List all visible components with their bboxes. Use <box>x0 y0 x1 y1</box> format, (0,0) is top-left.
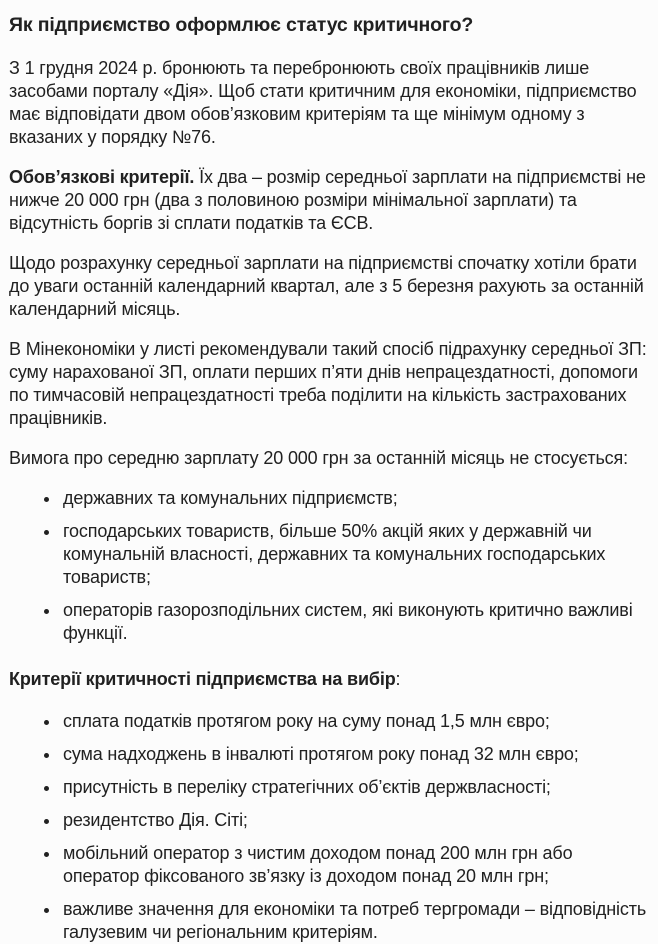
optional-criteria-heading <box>9 668 648 691</box>
paragraph-intro: З 1 грудня 2024 р. бронюють та перебронюють своїх працівників лише засобами порталу «Дія». Щоб стати критичним для економіки, підприємство має відповідати двом обов’язковим критеріям та ще мінімум одному з вказаних у порядку №76. <box>9 58 637 147</box>
optional-criteria-heading-lead: Критерії критичності підприємства на вибір <box>9 669 396 689</box>
mandatory-criteria-text: Їх два – розмір середньої зарплати на підприємстві не нижче 20 000 грн (два з половиною розміри мінімальної зарплати) та відсутність боргів зі сплати податків та ЄСВ. <box>9 167 646 233</box>
list-item: • державних та комунальних підприємств; <box>61 487 648 510</box>
optional-criteria-heading-colon: : <box>395 669 401 689</box>
list-item: • сума надходжень в інвалюті протягом року понад 32 млн євро; <box>61 743 648 766</box>
list-item: • резидентство Дія. Сіті; <box>61 809 648 832</box>
exemptions-list <box>9 487 648 645</box>
paragraph-exemption-intro: Вимога про середню зарплату 20 000 грн за останній місяць не стосується: <box>9 448 628 468</box>
paragraph-calculation-method: В Мінекономіки у листі рекомендували такий спосіб підрахунку середньої ЗП: суму нарахованої ЗП, оплати перших п’яти днів непрацездатності, допомоги по тимчасовій непрацездатності треба поділити на кількість застрахованих працівників. <box>9 339 647 428</box>
paragraph-calculation-period: Щодо розрахунку середньої зарплати на підприємстві спочатку хотіли брати до уваги останній календарний квартал, але з 5 березня рахують за останній календарний місяць. <box>9 253 644 319</box>
article-title: Як підприємство оформлює статус критичного? <box>9 14 474 36</box>
optional-criteria-list <box>9 710 648 944</box>
list-item: • господарських товариств, більше 50% акцій яких у державній чи комунальній власності, державних та комунальних господарських товариств; <box>61 520 648 589</box>
list-item: • присутність в переліку стратегічних об’єктів держвласності; <box>61 776 648 799</box>
list-item: • операторів газорозподільних систем, які виконують критично важливі функції. <box>61 599 648 645</box>
list-item: • важливе значення для економіки та потреб тергромади – відповідність галузевим чи регіональним критеріям. <box>61 898 648 944</box>
mandatory-criteria-lead: Обов’язкові критерії. <box>9 167 195 187</box>
list-item: • мобільний оператор з чистим доходом понад 200 млн грн або оператор фіксованого зв’язку із доходом понад 20 млн грн; <box>61 842 648 888</box>
list-item: • сплата податків протягом року на суму понад 1,5 млн євро; <box>61 710 648 733</box>
paragraph-mandatory-criteria <box>9 166 648 235</box>
